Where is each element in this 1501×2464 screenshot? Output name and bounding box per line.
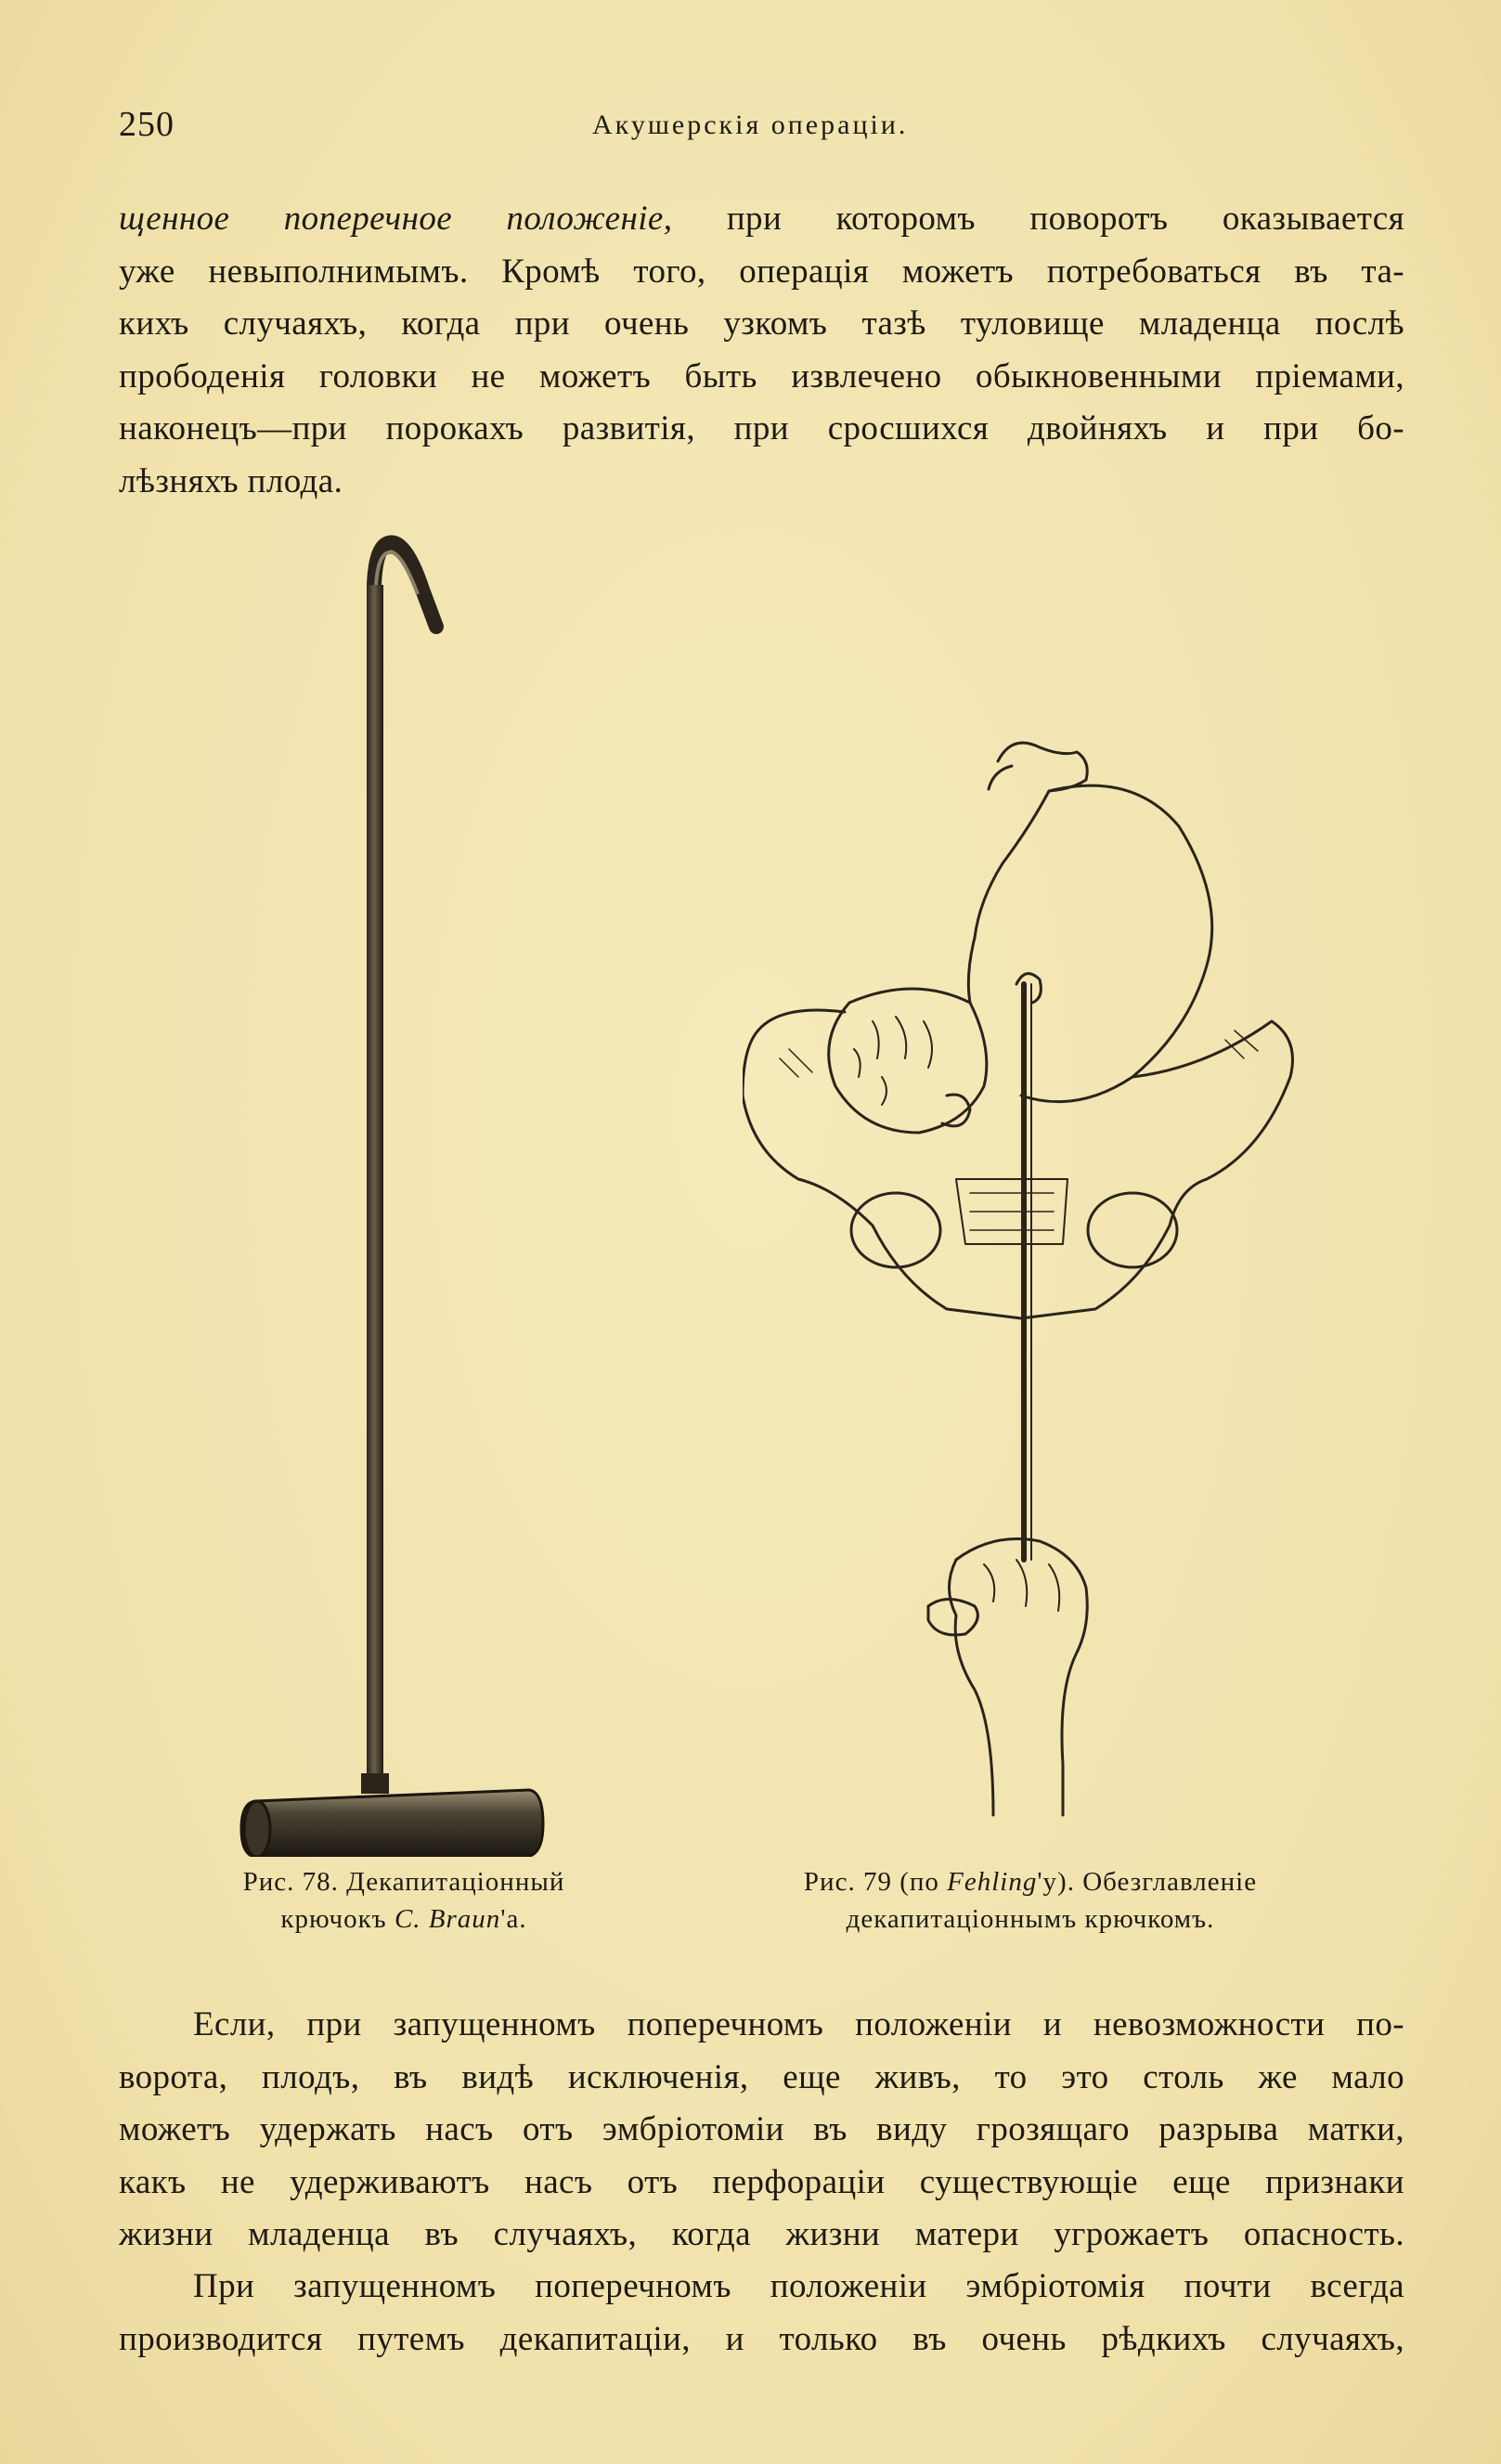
figure-79-caption: [733, 1863, 1327, 1938]
text-line: При запущенномъ поперечномъ положеніи эмбріотомія почти всегда: [193, 2267, 1404, 2305]
text-line: можетъ удержать насъ отъ эмбріотоміи въ виду грозящаго разрыва матки,: [119, 2110, 1404, 2148]
text-line: уже невыполнимымъ. Кромѣ того, операція можетъ потребоваться въ та-: [119, 252, 1404, 291]
caption-line: Рис. 78. Декапитаціонный: [242, 1867, 565, 1897]
caption-line: крючокъ C. Braun'а.: [280, 1904, 527, 1934]
page-header: [119, 104, 1390, 160]
text-line: производится путемъ декапитаціи, и только въ очень рѣдкихъ случаяхъ,: [119, 2319, 1404, 2358]
paragraph-1: [119, 1999, 1404, 2262]
running-title: Акушерскія операціи.: [592, 110, 909, 140]
figure-78-caption: [190, 1863, 617, 1938]
text-line: наконецъ—при порокахъ развитія, при сросшихся двойняхъ и при бо-: [119, 409, 1404, 447]
figure-78-decapitation-hook: [237, 529, 552, 1857]
text-line: лѣзняхъ плода.: [119, 461, 343, 500]
text-line: ворота, плодъ, въ видѣ исключенія, еще живъ, то это столь же мало: [119, 2057, 1404, 2096]
text-line: кихъ случаяхъ, когда при очень узкомъ тазѣ туловище младенца послѣ: [119, 305, 1404, 343]
text-line: какъ не удерживаютъ насъ отъ перфораціи существующіе еще признаки: [119, 2162, 1404, 2201]
caption-line: Рис. 79 (по Fehling'у). Обезглавленіе: [803, 1867, 1258, 1897]
text-line: жизни младенца въ случаяхъ, когда жизни матери угрожаетъ опасность.: [119, 2215, 1404, 2253]
text-line: прободенія головки не можетъ быть извлечено обыкновенными пріемами,: [119, 357, 1404, 396]
figure-79-decapitation-illustration: [743, 724, 1300, 1820]
top-paragraph: [119, 193, 1404, 508]
page-number: 250: [119, 105, 175, 144]
text-line: щенное поперечное положеніе, при которомъ поворотъ оказывается: [119, 200, 1404, 238]
caption-line: декапитаціоннымъ крючкомъ.: [846, 1904, 1215, 1934]
text-line: Если, при запущенномъ поперечномъ положеніи и невозможности по-: [193, 2005, 1404, 2043]
paragraph-2: [119, 2261, 1404, 2366]
